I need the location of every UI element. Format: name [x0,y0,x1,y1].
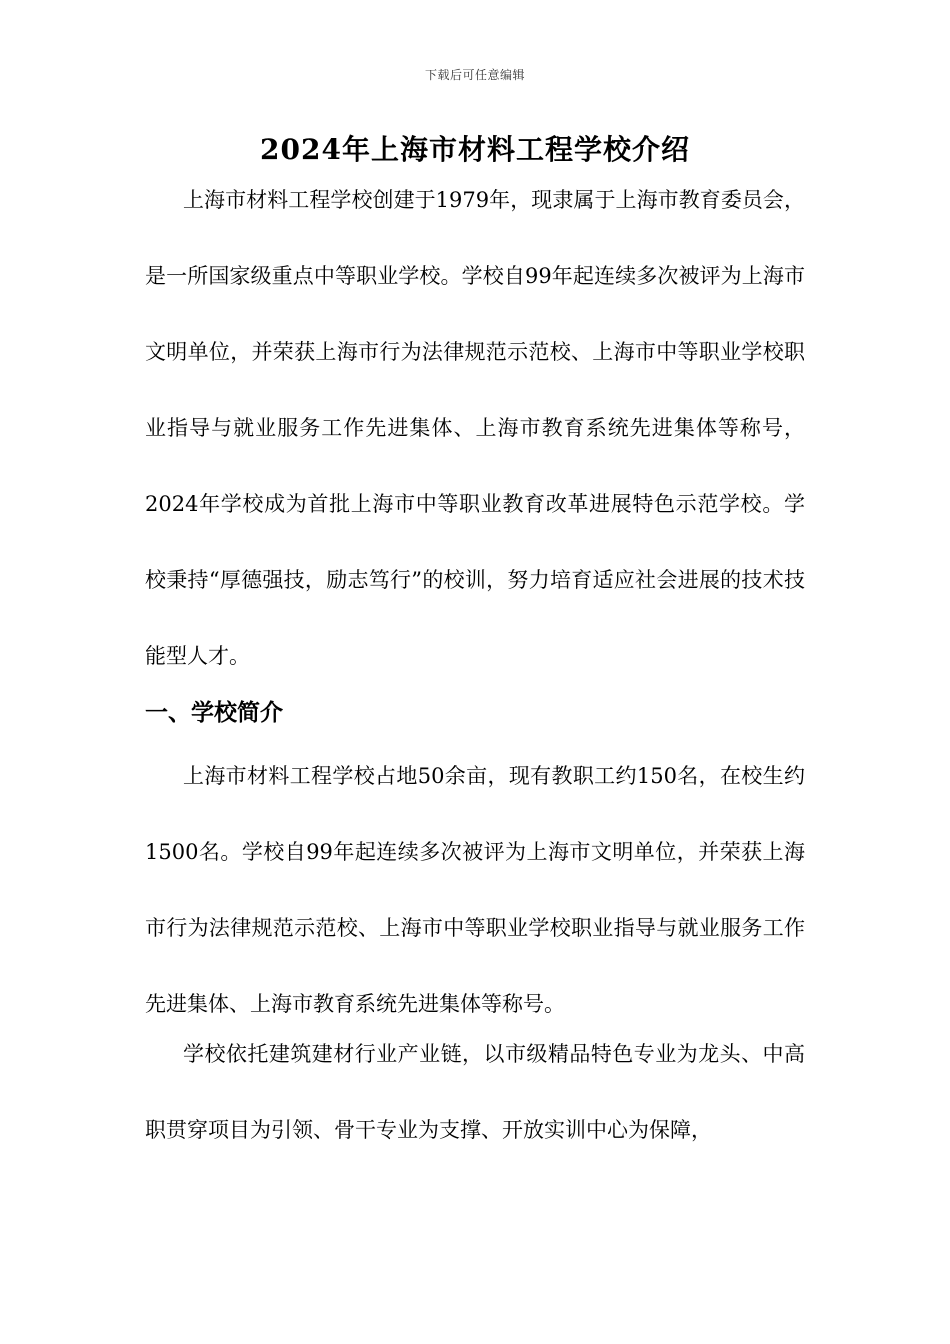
intro-paragraph: 上海市材料工程学校创建于1979年，现隶属于上海市教育委员会，是一所国家级重点中等职业学校。学校自99年起连续多次被评为上海市文明单位，并荣获上海市行为法律规范示范校、上海市中等职业学校职业指导与就业服务工作先进集体、上海市教育系统先进集体等称号，2024年学校成为首批上海市中等职业教育改革进展特色示范学校。学校秉持“厚德强技，励志笃行”的校训，努力培育适应社会进展的技术技能型人才。 [145,188,805,668]
section-paragraph: 学校依托建筑建材行业产业链，以市级精品特色专业为龙头、中高职贯穿项目为引领、骨干专业为支撑、开放实训中心为保障， [145,1042,805,1142]
section-paragraph: 上海市材料工程学校占地50余亩，现有教职工约150名，在校生约1500名。学校自99年起连续多次被评为上海市文明单位，并荣获上海市行为法律规范示范校、上海市中等职业学校职业指导与就业服务工作先进集体、上海市教育系统先进集体等称号。 [145,764,805,1016]
header-note: 下载后可任意编辑 [424,68,525,82]
document-title: 2024年上海市材料工程学校介绍 [260,133,690,166]
section-heading: 一、学校简介 [145,699,283,726]
